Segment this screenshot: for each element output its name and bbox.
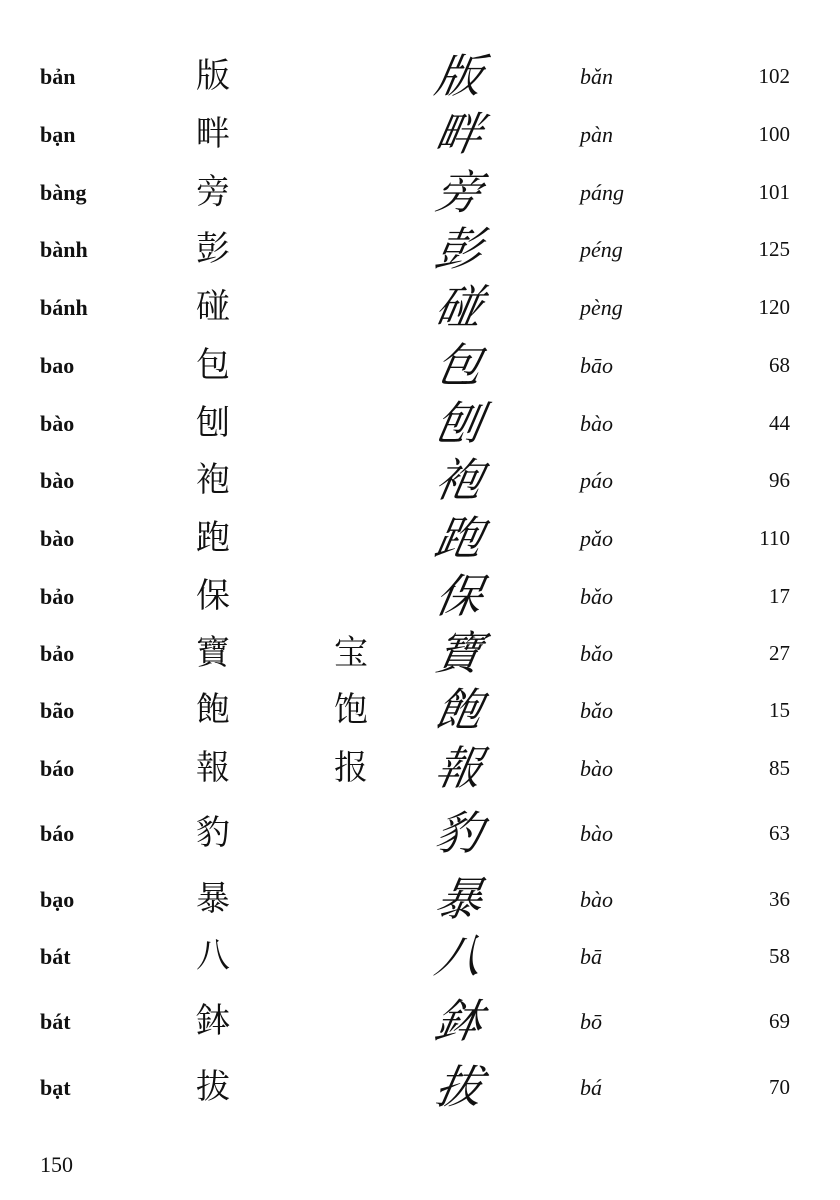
vietnamese-reading: bào — [40, 468, 75, 493]
vietnamese-reading: báo — [40, 821, 75, 846]
traditional-character: 畔 — [196, 114, 230, 154]
pinyin-reading: bào — [580, 821, 613, 846]
pinyin-reading: bǎo — [580, 641, 613, 666]
vietnamese-reading: bào — [40, 411, 75, 436]
entry-row — [0, 49, 840, 103]
entry-row — [0, 511, 840, 565]
cursive-character: 刨 — [431, 396, 485, 450]
vietnamese-reading: bảo — [40, 641, 75, 666]
reference-number: 27 — [769, 641, 790, 665]
pinyin-reading: bō — [580, 1009, 602, 1034]
cursive-character: 跑 — [431, 511, 485, 565]
entry-row — [0, 994, 840, 1048]
pinyin-reading: bāo — [580, 353, 613, 378]
reference-number: 17 — [769, 584, 790, 608]
reference-number: 100 — [758, 122, 790, 146]
entry-row — [0, 569, 840, 623]
pinyin-reading: bǎo — [580, 584, 613, 609]
traditional-character: 暴 — [196, 879, 230, 919]
traditional-character: 保 — [196, 576, 230, 616]
reference-number: 96 — [769, 468, 790, 492]
simplified-character: 宝 — [334, 633, 368, 673]
reference-number: 44 — [769, 411, 790, 435]
vietnamese-reading: bát — [40, 944, 71, 969]
entry-row — [0, 222, 840, 276]
reference-number: 36 — [769, 887, 790, 911]
traditional-character: 版 — [196, 56, 230, 96]
traditional-character: 包 — [196, 345, 230, 385]
reference-number: 102 — [758, 64, 790, 88]
cursive-character: 保 — [431, 569, 485, 623]
traditional-character: 八 — [196, 936, 230, 976]
entry-row — [0, 107, 840, 161]
pinyin-reading: pǎo — [580, 526, 613, 551]
entry-row — [0, 396, 840, 450]
pinyin-reading: bá — [580, 1075, 602, 1100]
vietnamese-reading: bão — [40, 698, 75, 723]
page-number: 150 — [40, 1152, 73, 1177]
traditional-character: 寶 — [196, 633, 230, 673]
cursive-character: 豹 — [431, 806, 485, 860]
traditional-character: 飽 — [196, 690, 230, 730]
reference-number: 63 — [769, 821, 790, 845]
cursive-character: 拔 — [431, 1060, 485, 1114]
entry-row — [0, 165, 840, 219]
traditional-character: 袍 — [196, 460, 230, 500]
simplified-character: 报 — [334, 748, 368, 788]
pinyin-reading: péng — [580, 237, 623, 262]
vietnamese-reading: bánh — [40, 295, 88, 320]
pinyin-reading: bào — [580, 887, 613, 912]
cursive-character: 畔 — [431, 107, 485, 161]
cursive-character: 報 — [431, 741, 485, 795]
entry-row — [0, 872, 840, 926]
pinyin-reading: páng — [580, 180, 624, 205]
cursive-character: 版 — [431, 49, 485, 103]
entry-row — [0, 683, 840, 737]
traditional-character: 拔 — [196, 1067, 230, 1107]
cursive-character: 鉢 — [431, 994, 485, 1048]
pinyin-reading: pèng — [580, 295, 623, 320]
cursive-character: 暴 — [431, 872, 485, 926]
entry-row — [0, 453, 840, 507]
reference-number: 85 — [769, 756, 790, 780]
entry-row — [0, 338, 840, 392]
vietnamese-reading: báo — [40, 756, 75, 781]
reference-number: 69 — [769, 1009, 790, 1033]
traditional-character: 報 — [196, 748, 230, 788]
pinyin-reading: bǎo — [580, 698, 613, 723]
pinyin-reading: bǎn — [580, 64, 613, 89]
cursive-character: 袍 — [431, 453, 485, 507]
vietnamese-reading: bào — [40, 526, 75, 551]
reference-number: 125 — [758, 237, 790, 261]
reference-number: 58 — [769, 944, 790, 968]
traditional-character: 刨 — [196, 403, 230, 443]
reference-number: 110 — [759, 526, 790, 550]
reference-number: 15 — [769, 698, 790, 722]
entry-row — [0, 1060, 840, 1114]
vietnamese-reading: bao — [40, 353, 75, 378]
traditional-character: 碰 — [196, 287, 230, 327]
vietnamese-reading: bạt — [40, 1075, 71, 1100]
vietnamese-reading: bành — [40, 237, 88, 262]
vietnamese-reading: bạn — [40, 122, 76, 147]
cursive-character: 包 — [431, 338, 485, 392]
pinyin-reading: bā — [580, 944, 602, 969]
pinyin-reading: bào — [580, 756, 613, 781]
reference-number: 120 — [758, 295, 790, 319]
vietnamese-reading: bạo — [40, 887, 75, 912]
entry-row — [0, 929, 840, 983]
cursive-character: 彭 — [431, 222, 485, 276]
entry-row — [0, 806, 840, 860]
vietnamese-reading: bát — [40, 1009, 71, 1034]
vietnamese-reading: bản — [40, 64, 76, 89]
vietnamese-reading: bảo — [40, 584, 75, 609]
pinyin-reading: páo — [580, 468, 613, 493]
traditional-character: 旁 — [196, 172, 230, 212]
entry-row — [0, 741, 840, 795]
entry-row — [0, 626, 840, 680]
cursive-character: 旁 — [431, 165, 485, 219]
cursive-character: 寶 — [431, 626, 485, 680]
cursive-character: 飽 — [431, 683, 485, 737]
vietnamese-reading: bàng — [40, 180, 87, 205]
reference-number: 68 — [769, 353, 790, 377]
simplified-character: 饱 — [334, 690, 368, 730]
traditional-character: 彭 — [196, 229, 230, 269]
reference-number: 70 — [769, 1075, 790, 1099]
entry-row — [0, 280, 840, 334]
traditional-character: 跑 — [196, 518, 230, 558]
cursive-character: 碰 — [431, 280, 485, 334]
reference-number: 101 — [758, 180, 790, 204]
traditional-character: 鉢 — [196, 1001, 230, 1041]
pinyin-reading: pàn — [580, 122, 613, 147]
traditional-character: 豹 — [196, 813, 230, 853]
cursive-character: 八 — [431, 929, 485, 983]
pinyin-reading: bào — [580, 411, 613, 436]
